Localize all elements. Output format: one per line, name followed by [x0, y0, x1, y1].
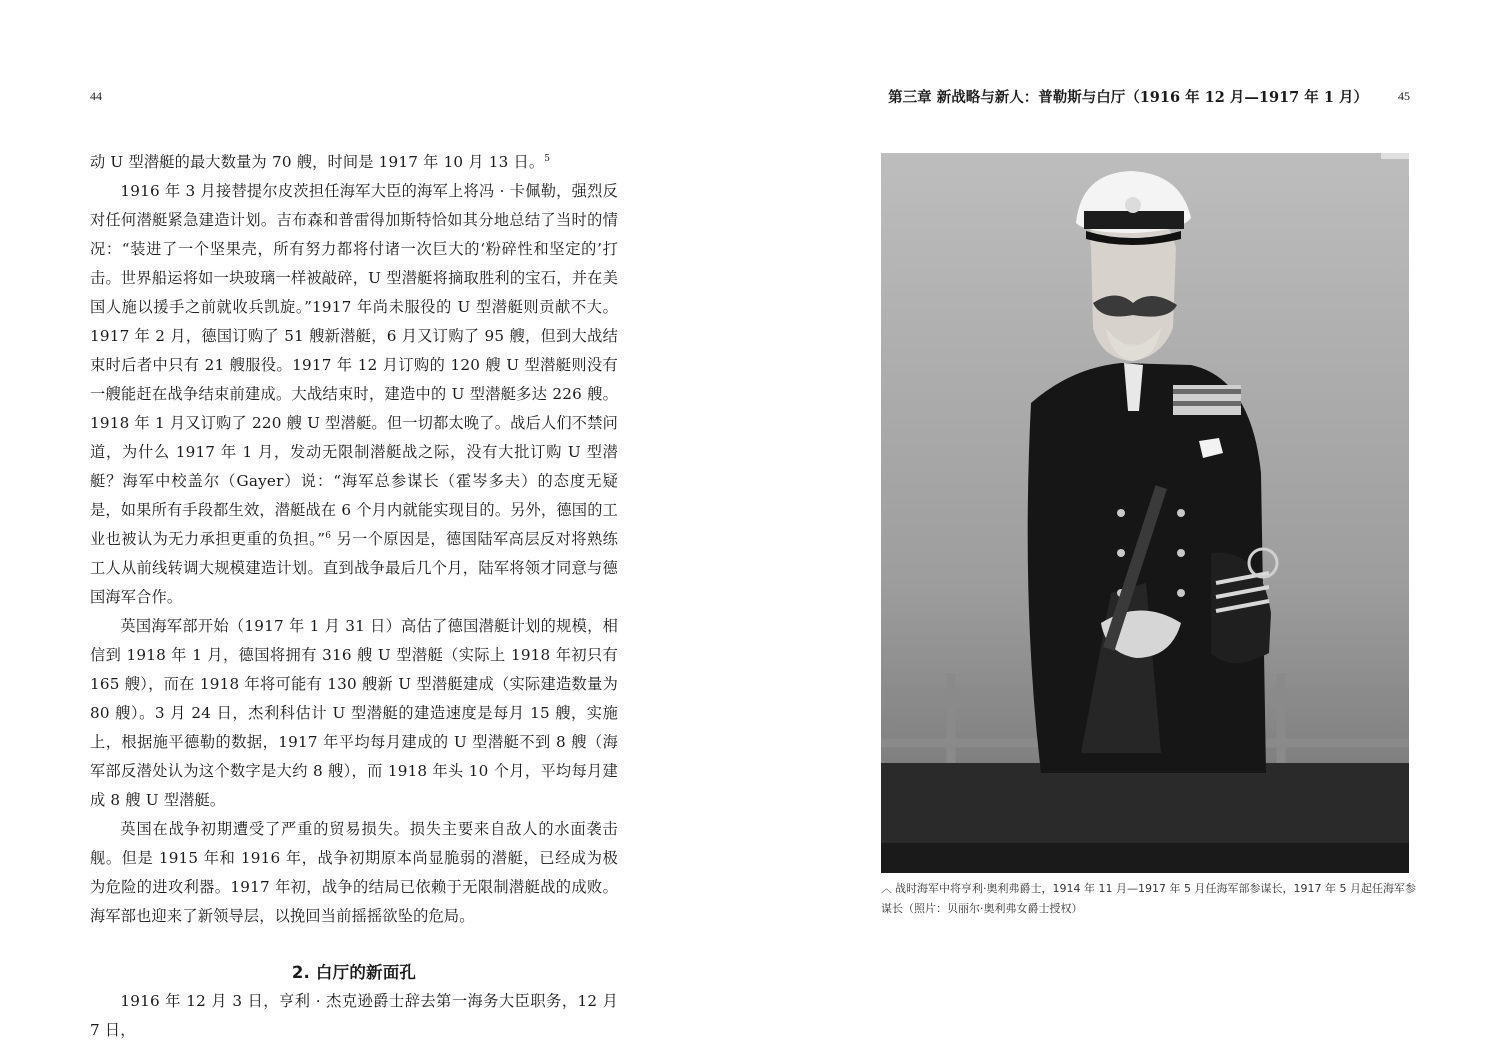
- paragraph-2: [90, 177, 618, 612]
- portrait-illustration: [881, 153, 1409, 873]
- page-number-left: 44: [90, 89, 102, 103]
- caption-marker-icon: ︿: [881, 882, 892, 895]
- portrait-photo: [881, 153, 1409, 873]
- photo-caption: [881, 879, 1416, 919]
- paragraph-3: 英国海军部开始（1917 年 1 月 31 日）高估了德国潜艇计划的规模，相信到 1918 年 1 月，德国将拥有 316 艘 U 型潜艇（实际上 1918 年初只有 165 艘），而在 1918 年将可能有 130 艘新 U 型潜艇建成（实际建造数量为 80 艘）。3 月 24 日，杰利科估计 U 型潜艇的建造速度是每月 15 艘，实施上，根据施平德勒的数据，1917 年平均每月建成的 U 型潜艇不到 8 艘（海军部反潜处认为这个数字是大约 8 艘），而 1918 年头 10 个月，平均每月建成 8 艘 U 型潜艇。: [90, 617, 618, 809]
- left-page: [0, 0, 750, 1043]
- running-head: 第三章 新战略与新人：普勒斯与白厅（1916 年 12 月—1917 年 1 月）: [888, 89, 1368, 106]
- paragraph-5: 1916 年 12 月 3 日，亨利 · 杰克逊爵士辞去第一海务大臣职务，12 月 7 日，: [90, 992, 618, 1039]
- caption-text: 战时海军中将亨利·奥利弗爵士，1914 年 11 月—1917 年 5 月任海军部参谋长，1917 年 5 月起任海军参谋长（照片：贝丽尔·奥利弗女爵士授权）: [881, 882, 1416, 915]
- paragraph-2-text: 1916 年 3 月接替提尔皮茨担任海军大臣的海军上将冯 · 卡佩勒，强烈反对任何潜艇紧急建造计划。吉布森和普雷得加斯特恰如其分地总结了当时的情况：“装进了一个坚果壳，所有努力都将付诸一次巨大的‘粉碎性和坚定的’打击。世界船运将如一块玻璃一样被敲碎，U 型潜艇将摘取胜利的宝石，并在美国人施以援手之前就收兵凯旋。”1917 年尚未服役的 U 型潜艇则贡献不大。1917 年 2 月，德国订购了 51 艘新潜艇，6 月又订购了 95 艘，但到大战结束时后者中只有 21 艘服役。1917 年 12 月订购的 120 艘 U 型潜艇则没有一艘能赶在战争结束前建成。大战结束时，建造中的 U 型潜艇多达 226 艘。1918 年 1 月又订购了 220 艘 U 型潜艇。但一切都太晚了。战后人们不禁问道，为什么 1917 年 1 月，发动无限制潜艇战之际，没有大批订购 U 型潜艇？海军中校盖尔（Gayer）说：“海军总参谋长（霍岑多夫）的态度无疑是，如果所有手段都生效，潜艇战在 6 个月内就能实现目的。另外，德国的工业也被认为无力承担更重的负担。”: [90, 182, 618, 548]
- section-heading: 2. 白厅的新面孔: [291, 963, 417, 982]
- footnote-ref-6: 6: [325, 530, 332, 541]
- paragraph-1-text: 动 U 型潜艇的最大数量为 70 艘，时间是 1917 年 10 月 13 日。: [90, 153, 545, 171]
- footnote-ref-5: 5: [544, 153, 551, 164]
- paragraph-1: [90, 148, 618, 177]
- page-number-right: 45: [1398, 89, 1410, 103]
- paragraph-4: 英国在战争初期遭受了严重的贸易损失。损失主要来自敌人的水面袭击舰。但是 1915 年和 1916 年，战争初期原本尚显脆弱的潜艇，已经成为极为危险的进攻利器。1917 年初，战争的结局已依赖于无限制潜艇战的成败。海军部也迎来了新领导层，以挽回当前摇摇欲坠的危局。: [90, 820, 618, 925]
- paragraph-2-tail: 另一个原因是，德国陆军高层反对将熟练工人从前线转调大规模建造计划。直到战争最后几个月，陆军将领才同意与德国海军合作。: [90, 530, 618, 606]
- right-page: [750, 0, 1500, 1043]
- body-text: [90, 148, 618, 1045]
